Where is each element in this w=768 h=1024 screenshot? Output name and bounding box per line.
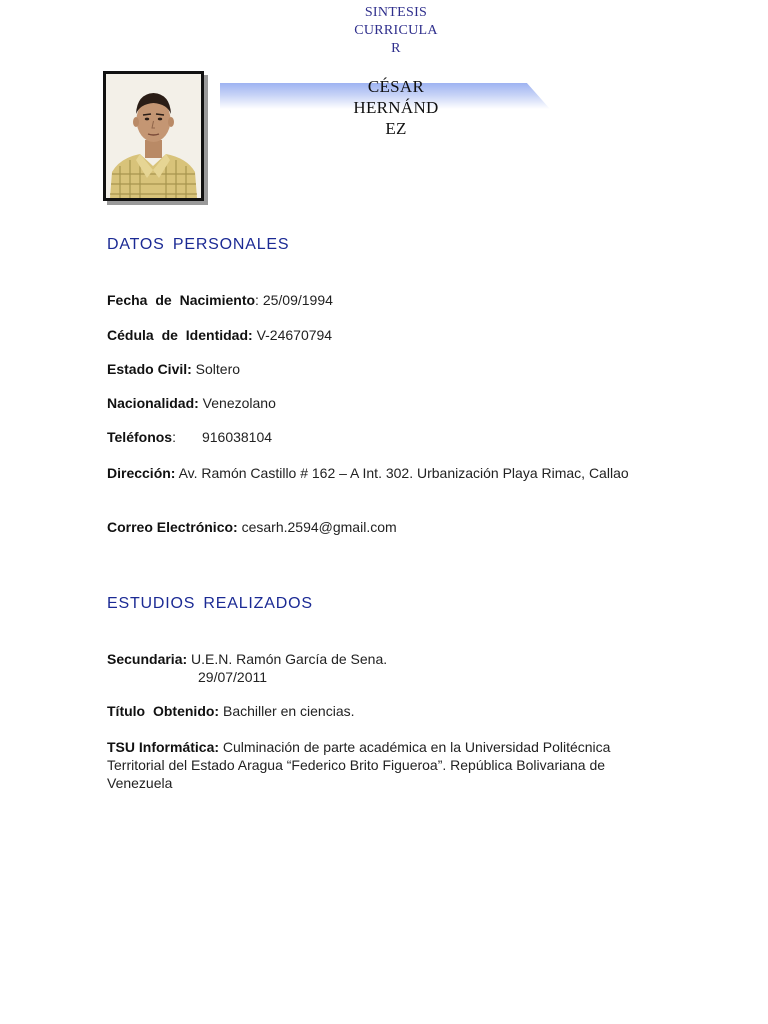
candidate-name-line: HERNÁND <box>353 98 439 117</box>
address-label: Dirección: <box>107 465 176 481</box>
civil-status-label: Estado Civil: <box>107 361 192 377</box>
secondary-school-date: 29/07/2011 <box>198 669 268 685</box>
degree-value: Bachiller en ciencias. <box>219 703 355 719</box>
birth-date-value: : 25/09/1994 <box>255 292 333 308</box>
id-card-label: Cédula de Identidad: <box>107 327 253 343</box>
tsu-value: Culminación de parte académica en la Universidad Politécnica Territorial del Estado Aragua “Federico Brito Figueroa”. República Bolivariana de Venezuela <box>107 739 611 791</box>
civil-status-field <box>107 360 652 378</box>
birth-date-field <box>107 291 652 309</box>
candidate-name <box>340 76 452 139</box>
birth-date-label: Fecha de Nacimiento <box>107 292 256 308</box>
email-label: Correo Electrónico: <box>107 519 238 535</box>
degree-label: Título Obtenido: <box>107 703 220 719</box>
tsu-label: TSU Informática: <box>107 739 220 755</box>
tsu-field <box>107 738 652 792</box>
degree-field <box>107 702 652 720</box>
address-value: Av. Ramón Castillo # 162 – A Int. 302. Urbanización Playa Rimac, Callao <box>175 465 629 481</box>
candidate-name-line: CÉSAR <box>367 77 425 96</box>
address-field <box>107 464 652 482</box>
civil-status-value: Soltero <box>191 361 241 377</box>
studies-heading: ESTUDIOS REALIZADOS <box>107 595 313 612</box>
phone-label: Teléfonos <box>107 429 173 445</box>
nationality-label: Nacionalidad: <box>107 395 199 411</box>
document-title-line: SINTESIS <box>364 5 428 20</box>
phone-separator: : <box>172 429 176 445</box>
id-card-value: V-24670794 <box>252 327 333 343</box>
secondary-school-label: Secundaria: <box>107 651 188 667</box>
profile-photo <box>103 71 204 201</box>
email-value: cesarh.2594@gmail.com <box>237 519 397 535</box>
secondary-school-value: U.E.N. Ramón García de Sena. <box>187 651 388 667</box>
nationality-value: Venezolano <box>198 395 276 411</box>
nationality-field <box>107 394 652 412</box>
phone-field <box>107 428 652 446</box>
document-title-line: R <box>391 41 401 56</box>
document-title <box>346 4 446 58</box>
email-field <box>107 518 652 536</box>
phone-value: 916038104 <box>201 429 273 445</box>
secondary-school-field <box>107 650 652 686</box>
person-portrait-icon <box>106 74 201 198</box>
id-card-field <box>107 326 652 344</box>
candidate-name-line: EZ <box>385 119 407 138</box>
document-title-line: CURRICULA <box>354 23 438 38</box>
personal-data-heading: DATOS PERSONALES <box>107 236 290 253</box>
